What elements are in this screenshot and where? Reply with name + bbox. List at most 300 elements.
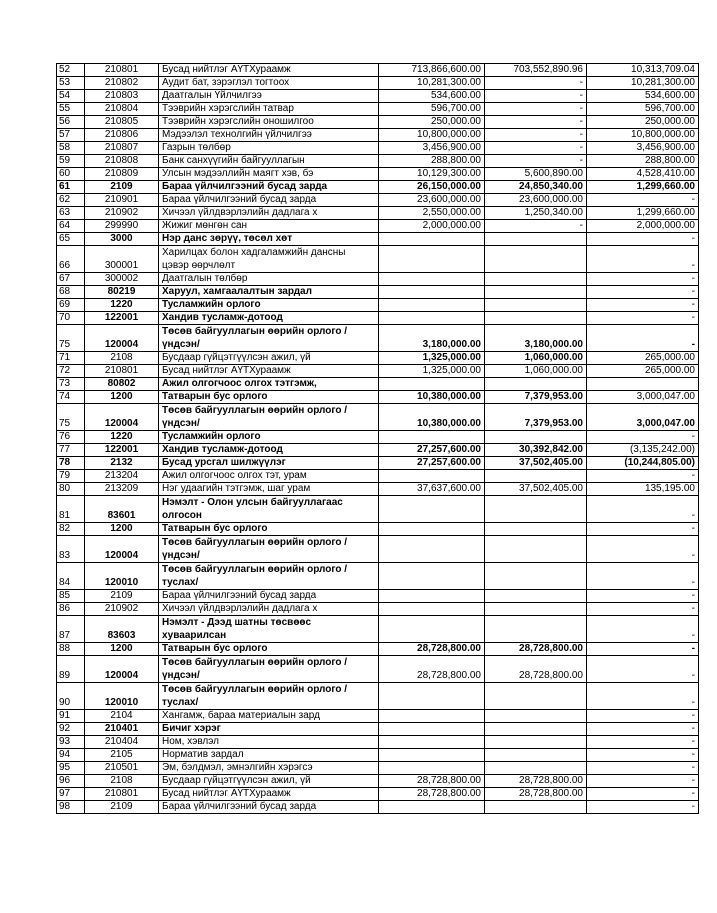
amount-actual: 23,600,000.00 <box>485 194 587 207</box>
amount-actual <box>485 616 587 643</box>
amount-planned: 534,600.00 <box>379 90 485 103</box>
account-name: Эм, бэлдмэл, эмнэлгийн хэрэгсэ <box>159 762 379 775</box>
amount-planned: 10,281,300.00 <box>379 77 485 90</box>
amount-actual: 1,060,000.00 <box>485 365 587 378</box>
account-name: Төсөв байгууллагын өөрийн орлого /үндсэн/ <box>159 656 379 683</box>
amount-planned <box>379 603 485 616</box>
account-code: 3000 <box>85 233 159 246</box>
account-name: Даатгалын Үйлчилгээ <box>159 90 379 103</box>
account-code: 210902 <box>85 207 159 220</box>
row-number: 70 <box>57 312 85 325</box>
account-code: 1200 <box>85 391 159 404</box>
table-row <box>57 299 699 312</box>
amount-planned <box>379 749 485 762</box>
amount-difference: 10,313,709.04 <box>587 64 699 77</box>
row-number: 73 <box>57 378 85 391</box>
account-name: Ажил олгогчоос олгох тэтгэмж, <box>159 378 379 391</box>
account-name: Ажил олгогчоос олгох тэт, урам <box>159 470 379 483</box>
account-code: 120004 <box>85 404 159 431</box>
amount-planned: 26,150,000.00 <box>379 181 485 194</box>
row-number: 52 <box>57 64 85 77</box>
amount-difference: - <box>587 683 699 710</box>
table-row <box>57 496 699 523</box>
account-code: 120004 <box>85 325 159 352</box>
account-code: 210902 <box>85 603 159 616</box>
amount-actual <box>485 233 587 246</box>
amount-actual: - <box>485 142 587 155</box>
account-name: Татварын бус орлого <box>159 643 379 656</box>
account-name: Төсөв байгууллагын өөрийн орлого /үндсэн/ <box>159 536 379 563</box>
table-row <box>57 155 699 168</box>
amount-difference: 3,000,047.00 <box>587 391 699 404</box>
table-row <box>57 233 699 246</box>
amount-planned: 1,325,000.00 <box>379 352 485 365</box>
account-code: 210809 <box>85 168 159 181</box>
table-row <box>57 142 699 155</box>
table-row <box>57 129 699 142</box>
account-name: Нэмэлт - Олон улсын байгууллагаас олгосон <box>159 496 379 523</box>
account-name: Бусад нийтлэг АҮТХураамж <box>159 788 379 801</box>
amount-planned: 37,637,600.00 <box>379 483 485 496</box>
amount-difference: 265,000.00 <box>587 365 699 378</box>
account-code: 210802 <box>85 77 159 90</box>
account-name: Бараа үйлчилгээний бусад зарда <box>159 181 379 194</box>
account-code: 2109 <box>85 801 159 814</box>
amount-difference: - <box>587 536 699 563</box>
amount-planned: 10,380,000.00 <box>379 404 485 431</box>
table-row <box>57 352 699 365</box>
amount-planned: 28,728,800.00 <box>379 643 485 656</box>
table-row <box>57 431 699 444</box>
row-number: 95 <box>57 762 85 775</box>
amount-actual <box>485 312 587 325</box>
amount-actual: 1,250,340.00 <box>485 207 587 220</box>
table-row <box>57 656 699 683</box>
amount-actual <box>485 431 587 444</box>
account-name: Төсөв байгууллагын өөрийн орлого /үндсэн/ <box>159 404 379 431</box>
account-name: Харуул, хамгаалалтын зардал <box>159 286 379 299</box>
account-name: Ном, хэвлэл <box>159 736 379 749</box>
table-row <box>57 749 699 762</box>
amount-planned <box>379 536 485 563</box>
table-row <box>57 378 699 391</box>
amount-planned <box>379 723 485 736</box>
account-code: 83603 <box>85 616 159 643</box>
row-number: 57 <box>57 129 85 142</box>
table-row <box>57 286 699 299</box>
amount-actual <box>485 523 587 536</box>
account-name: Улсын мэдээллийн маягт хэв, бэ <box>159 168 379 181</box>
amount-difference: 288,800.00 <box>587 155 699 168</box>
amount-planned: 28,728,800.00 <box>379 656 485 683</box>
amount-planned <box>379 736 485 749</box>
amount-actual <box>485 378 587 391</box>
amount-actual <box>485 801 587 814</box>
row-number: 58 <box>57 142 85 155</box>
amount-difference: - <box>587 590 699 603</box>
amount-difference: - <box>587 736 699 749</box>
account-name: Нэмэлт - Дээд шатны төсвөөс хуваарилсан <box>159 616 379 643</box>
account-name: Норматив зардал <box>159 749 379 762</box>
amount-actual: 28,728,800.00 <box>485 788 587 801</box>
amount-planned <box>379 801 485 814</box>
amount-planned <box>379 470 485 483</box>
table-row <box>57 90 699 103</box>
table-row <box>57 273 699 286</box>
account-name: Тусламжийн орлого <box>159 431 379 444</box>
table-row <box>57 444 699 457</box>
amount-difference: 135,195.00 <box>587 483 699 496</box>
amount-difference: - <box>587 496 699 523</box>
row-number: 54 <box>57 90 85 103</box>
account-name: Бичиг хэрэг <box>159 723 379 736</box>
account-code: 2109 <box>85 590 159 603</box>
account-code: 120010 <box>85 563 159 590</box>
table-row <box>57 736 699 749</box>
row-number: 83 <box>57 536 85 563</box>
amount-planned: 596,700.00 <box>379 103 485 116</box>
amount-planned: 713,866,600.00 <box>379 64 485 77</box>
amount-planned <box>379 431 485 444</box>
table-row <box>57 603 699 616</box>
account-code: 210803 <box>85 90 159 103</box>
account-name: Хичээл үйлдвэрлэлийн дадлага х <box>159 207 379 220</box>
amount-actual <box>485 563 587 590</box>
row-number: 84 <box>57 563 85 590</box>
row-number: 61 <box>57 181 85 194</box>
amount-difference: 10,281,300.00 <box>587 77 699 90</box>
row-number: 98 <box>57 801 85 814</box>
account-name: Бараа үйлчилгээний бусад зарда <box>159 194 379 207</box>
row-number: 88 <box>57 643 85 656</box>
amount-difference: (10,244,805.00) <box>587 457 699 470</box>
row-number: 65 <box>57 233 85 246</box>
row-number: 94 <box>57 749 85 762</box>
amount-actual: 1,060,000.00 <box>485 352 587 365</box>
amount-actual: - <box>485 220 587 233</box>
amount-actual: 5,600,890.00 <box>485 168 587 181</box>
table-row <box>57 457 699 470</box>
amount-actual <box>485 723 587 736</box>
row-number: 62 <box>57 194 85 207</box>
amount-actual <box>485 590 587 603</box>
account-code: 213204 <box>85 470 159 483</box>
account-name: Тусламжийн орлого <box>159 299 379 312</box>
row-number: 97 <box>57 788 85 801</box>
table-row <box>57 194 699 207</box>
amount-actual: - <box>485 77 587 90</box>
amount-planned <box>379 762 485 775</box>
account-code: 210805 <box>85 116 159 129</box>
amount-difference: - <box>587 723 699 736</box>
row-number: 77 <box>57 444 85 457</box>
table-row <box>57 116 699 129</box>
account-name: Банк санхүүгийн байгууллагын <box>159 155 379 168</box>
account-code: 1200 <box>85 643 159 656</box>
amount-difference: 1,299,660.00 <box>587 181 699 194</box>
amount-actual <box>485 286 587 299</box>
amount-actual: 37,502,405.00 <box>485 483 587 496</box>
row-number: 86 <box>57 603 85 616</box>
amount-planned <box>379 299 485 312</box>
amount-planned: 288,800.00 <box>379 155 485 168</box>
amount-difference: - <box>587 788 699 801</box>
account-code: 120004 <box>85 656 159 683</box>
amount-planned: 3,456,900.00 <box>379 142 485 155</box>
amount-planned: 3,180,000.00 <box>379 325 485 352</box>
account-name: Жижиг мөнгөн сан <box>159 220 379 233</box>
amount-planned: 10,380,000.00 <box>379 391 485 404</box>
account-code: 210807 <box>85 142 159 155</box>
table-row <box>57 103 699 116</box>
row-number: 56 <box>57 116 85 129</box>
account-code: 299990 <box>85 220 159 233</box>
amount-actual <box>485 299 587 312</box>
table-row <box>57 64 699 77</box>
amount-difference: - <box>587 312 699 325</box>
account-code: 210501 <box>85 762 159 775</box>
account-name: Даатгалын төлбөр <box>159 273 379 286</box>
account-name: Татварын бус орлого <box>159 391 379 404</box>
row-number: 85 <box>57 590 85 603</box>
account-name: Бусдаар гүйцэтгүүлсэн ажил, үй <box>159 352 379 365</box>
account-code: 210401 <box>85 723 159 736</box>
account-code: 2104 <box>85 710 159 723</box>
amount-actual <box>485 683 587 710</box>
amount-planned <box>379 683 485 710</box>
account-code: 300001 <box>85 246 159 273</box>
account-name: Төсөв байгууллагын өөрийн орлого /туслах/ <box>159 563 379 590</box>
amount-difference: - <box>587 470 699 483</box>
account-name: Хичээл үйлдвэрлэлийн дадлага х <box>159 603 379 616</box>
amount-actual: - <box>485 129 587 142</box>
amount-actual: - <box>485 103 587 116</box>
account-name: Нэр данс зөрүү, төсөл хөт <box>159 233 379 246</box>
table-row <box>57 590 699 603</box>
amount-planned: 28,728,800.00 <box>379 775 485 788</box>
account-name: Тээврийн хэрэгслийн татвар <box>159 103 379 116</box>
amount-difference: - <box>587 775 699 788</box>
amount-planned <box>379 378 485 391</box>
table-row <box>57 523 699 536</box>
amount-actual: - <box>485 116 587 129</box>
amount-difference: 250,000.00 <box>587 116 699 129</box>
amount-actual <box>485 762 587 775</box>
amount-planned <box>379 563 485 590</box>
row-number: 69 <box>57 299 85 312</box>
amount-actual: 28,728,800.00 <box>485 656 587 683</box>
table-row <box>57 643 699 656</box>
amount-difference: - <box>587 749 699 762</box>
row-number: 96 <box>57 775 85 788</box>
account-code: 213209 <box>85 483 159 496</box>
amount-actual <box>485 496 587 523</box>
account-code: 120004 <box>85 536 159 563</box>
amount-difference: - <box>587 194 699 207</box>
amount-planned: 27,257,600.00 <box>379 444 485 457</box>
amount-actual: 703,552,890.96 <box>485 64 587 77</box>
amount-planned: 2,550,000.00 <box>379 207 485 220</box>
row-number: 76 <box>57 431 85 444</box>
account-name: Төсөв байгууллагын өөрийн орлого /туслах/ <box>159 683 379 710</box>
row-number: 81 <box>57 496 85 523</box>
account-code: 2108 <box>85 775 159 788</box>
row-number: 66 <box>57 246 85 273</box>
account-code: 122001 <box>85 312 159 325</box>
account-code: 1220 <box>85 299 159 312</box>
amount-difference: - <box>587 643 699 656</box>
table-row <box>57 365 699 378</box>
amount-difference: - <box>587 273 699 286</box>
account-code: 210808 <box>85 155 159 168</box>
amount-difference: (3,135,242.00) <box>587 444 699 457</box>
account-code: 120010 <box>85 683 159 710</box>
table-row <box>57 325 699 352</box>
budget-table <box>56 63 699 814</box>
account-code: 80219 <box>85 286 159 299</box>
amount-planned: 250,000.00 <box>379 116 485 129</box>
amount-actual <box>485 603 587 616</box>
account-name: Бусад урсгал шилжүүлэг <box>159 457 379 470</box>
amount-difference: 3,456,900.00 <box>587 142 699 155</box>
amount-planned <box>379 312 485 325</box>
row-number: 80 <box>57 483 85 496</box>
account-code: 210901 <box>85 194 159 207</box>
account-name: Бусдаар гүйцэтгүүлсэн ажил, үй <box>159 775 379 788</box>
account-code: 1200 <box>85 523 159 536</box>
amount-planned: 10,129,300.00 <box>379 168 485 181</box>
amount-planned <box>379 710 485 723</box>
amount-planned: 23,600,000.00 <box>379 194 485 207</box>
account-name: Бусад нийтлэг АҮТХураамж <box>159 64 379 77</box>
amount-difference: 265,000.00 <box>587 352 699 365</box>
row-number: 75 <box>57 404 85 431</box>
account-code: 210801 <box>85 365 159 378</box>
table-row <box>57 220 699 233</box>
amount-difference: - <box>587 603 699 616</box>
row-number: 72 <box>57 365 85 378</box>
amount-planned <box>379 286 485 299</box>
amount-planned: 28,728,800.00 <box>379 788 485 801</box>
account-name: Бусад нийтлэг АҮТХураамж <box>159 365 379 378</box>
amount-difference: - <box>587 656 699 683</box>
amount-actual: 3,180,000.00 <box>485 325 587 352</box>
amount-actual <box>485 736 587 749</box>
row-number: 71 <box>57 352 85 365</box>
amount-actual <box>485 470 587 483</box>
row-number: 89 <box>57 656 85 683</box>
table-row <box>57 536 699 563</box>
account-code: 210801 <box>85 64 159 77</box>
amount-difference: - <box>587 325 699 352</box>
amount-difference: 4,528,410.00 <box>587 168 699 181</box>
row-number: 74 <box>57 391 85 404</box>
amount-actual <box>485 710 587 723</box>
account-name: Хандив тусламж-дотоод <box>159 444 379 457</box>
amount-actual: 28,728,800.00 <box>485 643 587 656</box>
amount-difference: 10,800,000.00 <box>587 129 699 142</box>
amount-planned: 27,257,600.00 <box>379 457 485 470</box>
amount-actual <box>485 273 587 286</box>
amount-planned: 2,000,000.00 <box>379 220 485 233</box>
table-row <box>57 683 699 710</box>
amount-planned <box>379 233 485 246</box>
amount-planned <box>379 246 485 273</box>
table-row <box>57 563 699 590</box>
amount-difference: - <box>587 616 699 643</box>
table-row <box>57 312 699 325</box>
amount-actual: 28,728,800.00 <box>485 775 587 788</box>
table-row <box>57 77 699 90</box>
table-row <box>57 181 699 194</box>
amount-planned <box>379 496 485 523</box>
row-number: 67 <box>57 273 85 286</box>
row-number: 87 <box>57 616 85 643</box>
account-name: Татварын бус орлого <box>159 523 379 536</box>
account-code: 122001 <box>85 444 159 457</box>
row-number: 55 <box>57 103 85 116</box>
account-name: Төсөв байгууллагын өөрийн орлого /үндсэн/ <box>159 325 379 352</box>
account-name: Хангамж, бараа материалын зард <box>159 710 379 723</box>
row-number: 92 <box>57 723 85 736</box>
amount-actual: 37,502,405.00 <box>485 457 587 470</box>
row-number: 75 <box>57 325 85 352</box>
account-code: 210806 <box>85 129 159 142</box>
amount-difference: 3,000,047.00 <box>587 404 699 431</box>
amount-difference: 534,600.00 <box>587 90 699 103</box>
account-code: 2132 <box>85 457 159 470</box>
account-name: Тээврийн хэрэгслийн оношилгоо <box>159 116 379 129</box>
table-row <box>57 246 699 273</box>
table-row <box>57 207 699 220</box>
account-code: 210404 <box>85 736 159 749</box>
account-code: 2109 <box>85 181 159 194</box>
amount-planned: 1,325,000.00 <box>379 365 485 378</box>
account-name: Мэдээлэл технолгийн үйлчилгээ <box>159 129 379 142</box>
row-number: 64 <box>57 220 85 233</box>
amount-difference: - <box>587 431 699 444</box>
table-row <box>57 616 699 643</box>
amount-actual: 7,379,953.00 <box>485 391 587 404</box>
row-number: 93 <box>57 736 85 749</box>
account-code: 80802 <box>85 378 159 391</box>
row-number: 78 <box>57 457 85 470</box>
row-number: 91 <box>57 710 85 723</box>
amount-planned <box>379 273 485 286</box>
account-name: Хандив тусламж-дотоод <box>159 312 379 325</box>
amount-difference: - <box>587 233 699 246</box>
amount-difference: 596,700.00 <box>587 103 699 116</box>
amount-planned <box>379 590 485 603</box>
amount-actual: 7,379,953.00 <box>485 404 587 431</box>
table-row <box>57 404 699 431</box>
table-row <box>57 762 699 775</box>
amount-actual: - <box>485 155 587 168</box>
amount-difference: - <box>587 299 699 312</box>
amount-difference: - <box>587 710 699 723</box>
amount-difference: 2,000,000.00 <box>587 220 699 233</box>
table-row <box>57 788 699 801</box>
row-number: 79 <box>57 470 85 483</box>
row-number: 60 <box>57 168 85 181</box>
amount-actual <box>485 246 587 273</box>
account-code: 1220 <box>85 431 159 444</box>
table-row <box>57 801 699 814</box>
account-name: Нэг удаагийн тэтгэмж, шаг урам <box>159 483 379 496</box>
row-number: 59 <box>57 155 85 168</box>
account-code: 210801 <box>85 788 159 801</box>
account-name: Аудит бат, зэрэглэл тогтоох <box>159 77 379 90</box>
